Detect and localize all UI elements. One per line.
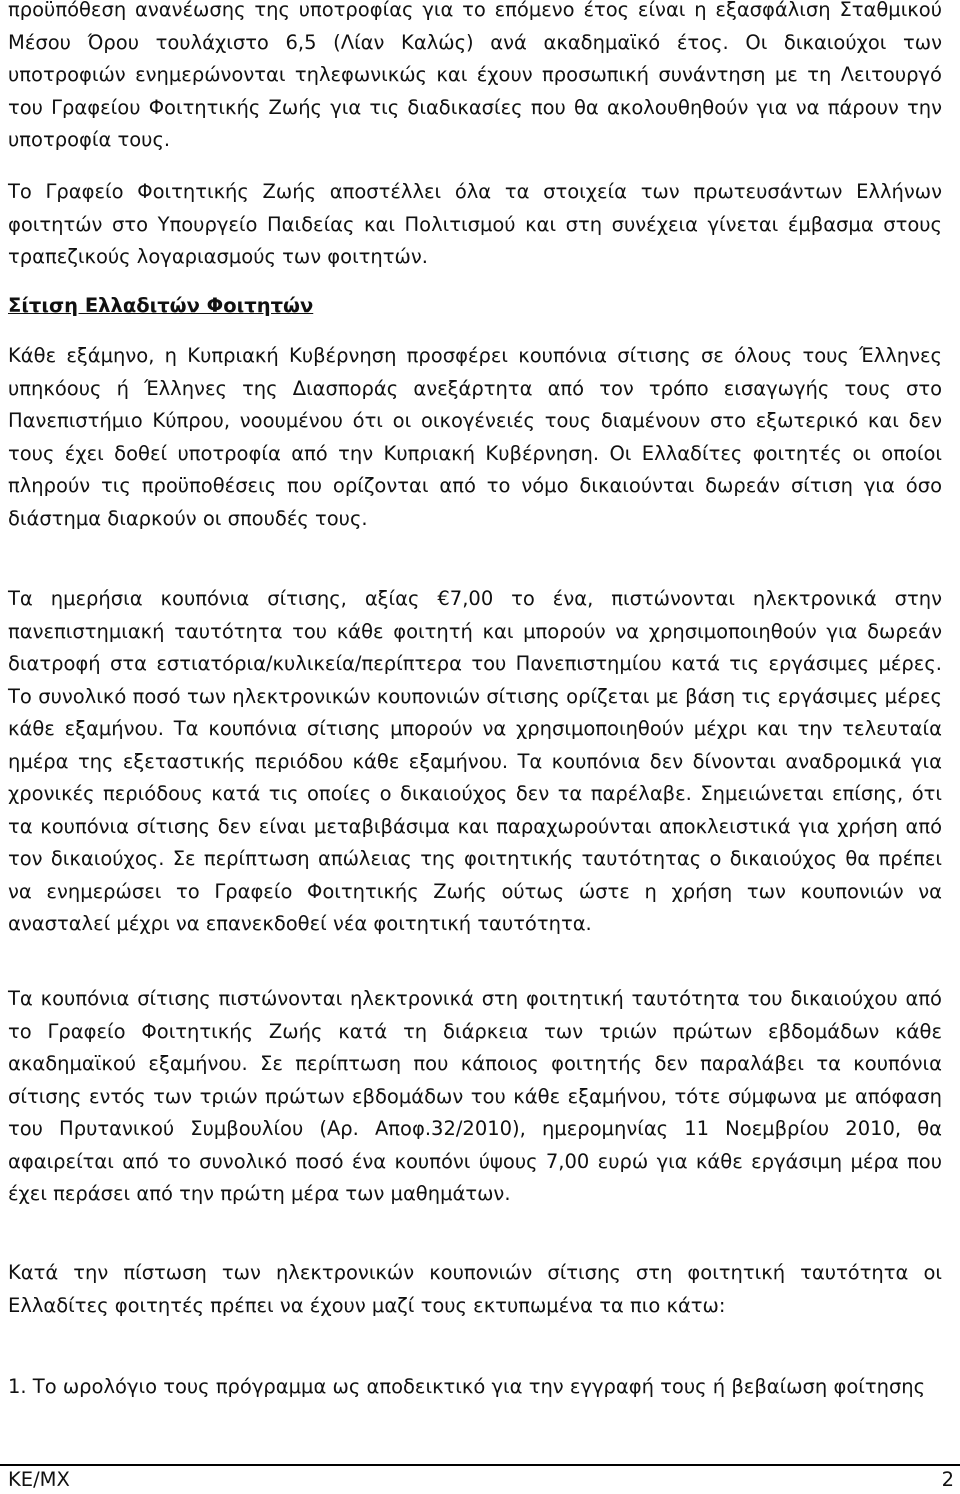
- section-heading-meals: Σίτιση Ελλαδιτών Φοιτητών: [8, 294, 314, 317]
- list-item-timetable: 1. Το ωρολόγιο τους πρόγραμμα ως αποδεικτικό για την εγγραφή τους ή βεβαίωση φοίτησης: [8, 1375, 926, 1398]
- paragraph-required-documents: Κατά την πίστωση των ηλεκτρονικών κουπονιών σίτισης στη φοιτητική ταυτότητα οι Ελλαδίτες φοιτητές πρέπει να έχουν μαζί τους εκτυπωμένα τα πιο κάτω:: [8, 1261, 942, 1317]
- footer-divider: [0, 1464, 960, 1466]
- paragraph-daily-coupons: Τα ημερήσια κουπόνια σίτισης, αξίας €7,00 το ένα, πιστώνονται ηλεκτρονικά στην πανεπιστημιακή ταυτότητα του κάθε φοιτητή και μπορούν να χρησιμοποιηθούν για δωρεάν διατροφή στα εστιατόρια/κυλικεία/περίπτερα του Πανεπιστημίου κατά τις εργάσιμες μέρες. Το συνολικό ποσό των ηλεκτρονικών κουπονιών σίτισης ορίζεται με βάση τις εργάσιμες μέρες κάθε εξαμήνου. Τα κουπόνια σίτισης μπορούν να χρησιμοποιηθούν μέχρι και την τελευταία ημέρα της εξεταστικής περιόδου κάθε εξαμήνου. Τα κουπόνια δεν δίνονται αναδρομικά για χρονικές περιόδους κατά τις οποίες ο δικαιούχος δεν τα παρέλαβε. Σημειώνεται επίσης, ότι τα κουπόνια σίτισης δεν είναι μεταβιβάσιμα και παραχωρούνται αποκλειστικά για χρήση από τον δικαιούχος. Σε περίπτωση απώλειας της φοιτητικής ταυτότητας ο δικαιούχος θα πρέπει να ενημερώσει το Γραφείο Φοιτητικής Ζωής ούτως ώστε η χρήση των κουπονιών να ανασταλεί μέχρι να επανεκδοθεί νέα φοιτητική ταυτότητα.: [8, 587, 942, 935]
- paragraph-coupon-crediting: Τα κουπόνια σίτισης πιστώνονται ηλεκτρονικά στη φοιτητική ταυτότητα του δικαιούχου από το Γραφείο Φοιτητικής Ζωής κατά τη διάρκεια των τριών πρώτων εβδομάδων κάθε ακαδημαϊκού εξαμήνου. Σε περίπτωση που κάποιος φοιτητής δεν παραλάβει τα κουπόνια σίτισης εντός των τριών πρώτων εβδομάδων του κάθε εξαμήνου, τότε σύμφωνα με απόφαση του Πρυτανικού Συμβουλίου (Αρ. Αποφ.32/2010), ημερομηνίας 11 Νοεμβρίου 2010, θα αφαιρείται από το συνολικό ποσό ένα κουπόνι ύψους 7,00 ευρώ για κάθε εργάσιμη μέρα που έχει περάσει από την πρώτη μέρα των μαθημάτων.: [8, 987, 942, 1205]
- paragraph-student-life-office: Το Γραφείο Φοιτητικής Ζωής αποστέλλει όλα τα στοιχεία των πρωτευσάντων Ελλήνων φοιτητών στο Υπουργείο Παιδείας και Πολιτισμού και στη συνέχεια γίνεται έμβασμα στους τραπεζικούς λογαριασμούς των φοιτητών.: [8, 180, 942, 268]
- footer-initials: ΚΕ/ΜΧ: [8, 1468, 70, 1491]
- page-number: 2: [941, 1468, 954, 1491]
- paragraph-scholarship-renewal: προϋπόθεση ανανέωσης της υποτροφίας για το επόμενο έτος είναι η εξασφάλιση Σταθμικού Μέσου Όρου τουλάχιστο 6,5 (Λίαν Καλώς) ανά ακαδημαϊκό έτος. Οι δικαιούχοι των υποτροφιών ενημερώνονται τηλεφωνικώς και έχουν προσωπική συνάντηση με τη Λειτουργό του Γραφείου Φοιτητικής Ζωής για τις διαδικασίες που θα ακολουθηθούν για να πάρουν την υποτροφία τους.: [8, 0, 942, 151]
- paragraph-meal-coupons-eligibility: Κάθε εξάμηνο, η Κυπριακή Κυβέρνηση προσφέρει κουπόνια σίτισης σε όλους τους Έλληνες υπηκόους ή Έλληνες της Διασποράς ανεξάρτητα από τον τρόπο εισαγωγής τους στο Πανεπιστήμιο Κύπρου, νοουμένου ότι οι οικογένειές τους διαμένουν στο εξωτερικό και δεν τους έχει δοθεί υποτροφία από την Κυπριακή Κυβέρνηση. Οι Ελλαδίτες φοιτητές οι οποίοι πληρούν τις προϋποθέσεις που ορίζονται από το νόμο δικαιούνται δωρεάν σίτιση για όσο διάστημα διαρκούν οι σπουδές τους.: [8, 344, 942, 530]
